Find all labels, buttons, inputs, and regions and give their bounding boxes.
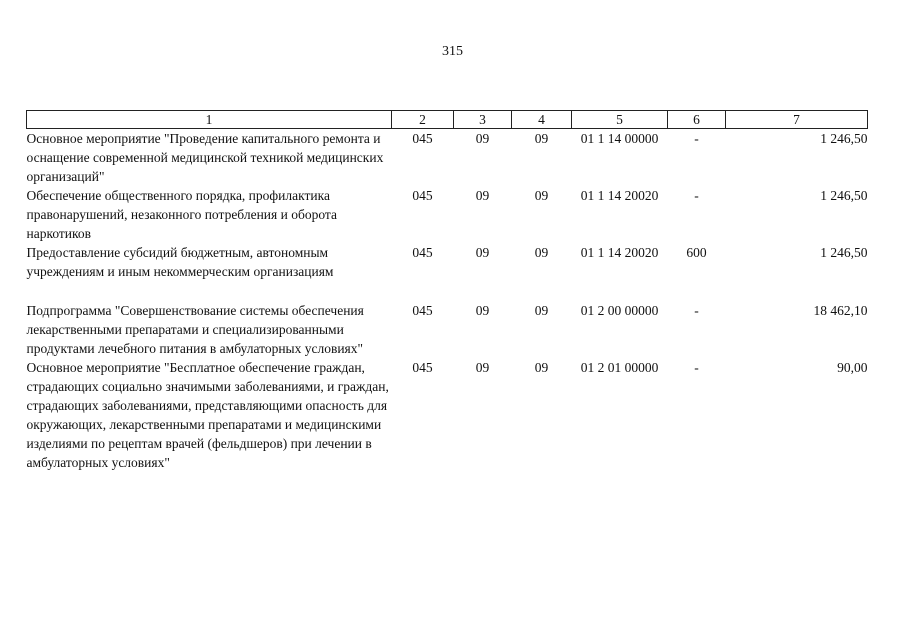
ministry-code: 045 <box>412 188 433 203</box>
row-name: Основное мероприятие "Бесплатное обеспечение граждан, страдающих социально значимыми заболеваниями, и граждан, страдающих заболеваниями, представляющими опасность для окружающих, лекарственными препаратами и медицинскими изделиями по рецептам врачей (фельдшеров) при лечении в амбулаторных условиях" <box>26 360 389 470</box>
column-header: 5 <box>572 111 668 129</box>
section-code: 09 <box>475 131 490 146</box>
subsection-code: 09 <box>534 245 549 260</box>
column-header: 4 <box>512 111 572 129</box>
amount: 18 462,10 <box>813 303 868 318</box>
target-article-code: 01 2 00 00000 <box>580 303 659 318</box>
section-code: 09 <box>475 188 490 203</box>
section-code: 09 <box>475 360 490 375</box>
amount: 1 246,50 <box>820 131 868 146</box>
column-header: 1 <box>27 111 392 129</box>
ministry-code: 045 <box>412 131 433 146</box>
subsection-code: 09 <box>534 188 549 203</box>
subsection-code: 09 <box>534 131 549 146</box>
row-name: Предоставление субсидий бюджетным, автономным учреждениям и иным некоммерческим организациям <box>26 245 334 279</box>
column-number-row <box>27 111 868 129</box>
page-number: 315 <box>442 44 463 59</box>
table-row <box>27 186 868 243</box>
column-header: 3 <box>454 111 512 129</box>
subsection-code: 09 <box>534 360 549 375</box>
column-header: 7 <box>726 111 868 129</box>
table-row <box>27 301 868 358</box>
amount: 90,00 <box>837 360 868 375</box>
column-header: 6 <box>668 111 726 129</box>
spacer-cell <box>27 281 868 301</box>
target-article-code: 01 1 14 20020 <box>580 188 659 203</box>
row-name: Подпрограмма "Совершенствование системы обеспечения лекарственными препаратами и специализированными продуктами лечебного питания в амбулаторных условиях" <box>26 303 364 356</box>
target-article-code: 01 1 14 20020 <box>580 245 659 260</box>
row-name: Основное мероприятие "Проведение капитального ремонта и оснащение современной медицинской техникой медицинских организаций" <box>26 131 384 184</box>
expense-type-code: - <box>694 188 699 203</box>
section-code: 09 <box>475 303 490 318</box>
amount: 1 246,50 <box>820 245 868 260</box>
table-row <box>27 129 868 187</box>
expense-type-code: - <box>694 303 699 318</box>
expense-type-code: - <box>694 360 699 375</box>
ministry-code: 045 <box>412 360 433 375</box>
column-header: 2 <box>392 111 454 129</box>
amount: 1 246,50 <box>820 188 868 203</box>
ministry-code: 045 <box>412 245 433 260</box>
budget-table <box>26 110 868 472</box>
row-name: Обеспечение общественного порядка, профилактика правонарушений, незаконного потребления и оборота наркотиков <box>26 188 337 241</box>
table-row <box>27 243 868 281</box>
section-code: 09 <box>475 245 490 260</box>
target-article-code: 01 2 01 00000 <box>580 360 659 375</box>
expense-type-code: - <box>694 131 699 146</box>
target-article-code: 01 1 14 00000 <box>580 131 659 146</box>
subsection-code: 09 <box>534 303 549 318</box>
spacer-row <box>27 281 868 301</box>
expense-type-code: 600 <box>686 245 707 260</box>
ministry-code: 045 <box>412 303 433 318</box>
table-row <box>27 358 868 472</box>
